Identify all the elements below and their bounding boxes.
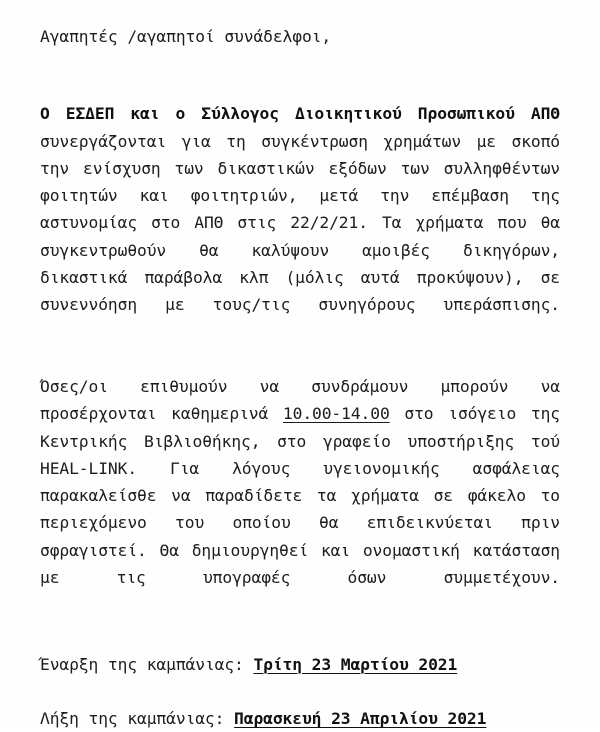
organizations-bold-text: Ο ΕΣΔΕΠ και ο Σύλλογος Διοικητικού Προσωπικού ΑΠΘ: [40, 104, 560, 124]
campaign-end-label: Λήξη της καμπάνιας:: [40, 708, 235, 728]
greeting-text: Αγαπητές /αγαπητοί συνάδελφοι,: [40, 27, 332, 46]
spacer-before-dates: [40, 619, 560, 651]
paragraph-fundraiser-purpose: [40, 100, 560, 346]
paragraph-collection-details: [40, 373, 560, 619]
campaign-end-date: Παρασκευή 23 Απριλίου 2021: [234, 708, 487, 728]
campaign-start-label: Έναρξη της καμπάνιας:: [40, 654, 254, 674]
spacer-between-paragraphs: [40, 346, 560, 373]
campaign-start-line: [40, 651, 560, 678]
collection-hours: 10.00-14.00: [282, 404, 390, 424]
paragraph2-body-text-start: Όσες/οι επιθυμούν να συνδράμουν μπορούν να προσέρχονται καθημερινά: [40, 376, 560, 424]
campaign-end-line: [40, 705, 560, 732]
paragraph1-body-text: συνεργάζονται για τη συγκέντρωση χρημάτων με σκοπό την ενίσχυση των δικαστικών εξόδων των συλληφθέντων φοιτητών και φοιτητριών, μετά την επέμβαση της αστυνομίας στο ΑΠΘ στις 22/2/21. Τα χρήματα που θα συγκεντρωθούν θα καλύψουν αμοιβές δικηγόρων, δικαστικά παράβολα κλπ (μόλις αυτά προκύψουν), σε συνεννόηση με τους/τις συνηγόρους υπεράσπισης.: [40, 131, 560, 315]
spacer-after-greeting: [40, 50, 560, 100]
greeting-line: [40, 18, 560, 50]
campaign-start-date: Τρίτη 23 Μαρτίου 2021: [253, 654, 458, 674]
spacer-between-date-lines: [40, 678, 560, 705]
paragraph2-body-text-end: στο ισόγειο της Κεντρικής Βιβλιοθήκης, στο γραφείο υποστήριξης τού HEAL-LINK. Για λόγους υγειονομικής ασφάλειας παρακαλείσθε να παραδίδετε τα χρήματα σε φάκελο το περιεχόμενο του οποίου θα επιδεικνύεται πριν σφραγιστεί. Θα δημιουργηθεί και ονομαστική κατάσταση με τις υπογραφές όσων συμμετέχουν.: [40, 404, 560, 588]
